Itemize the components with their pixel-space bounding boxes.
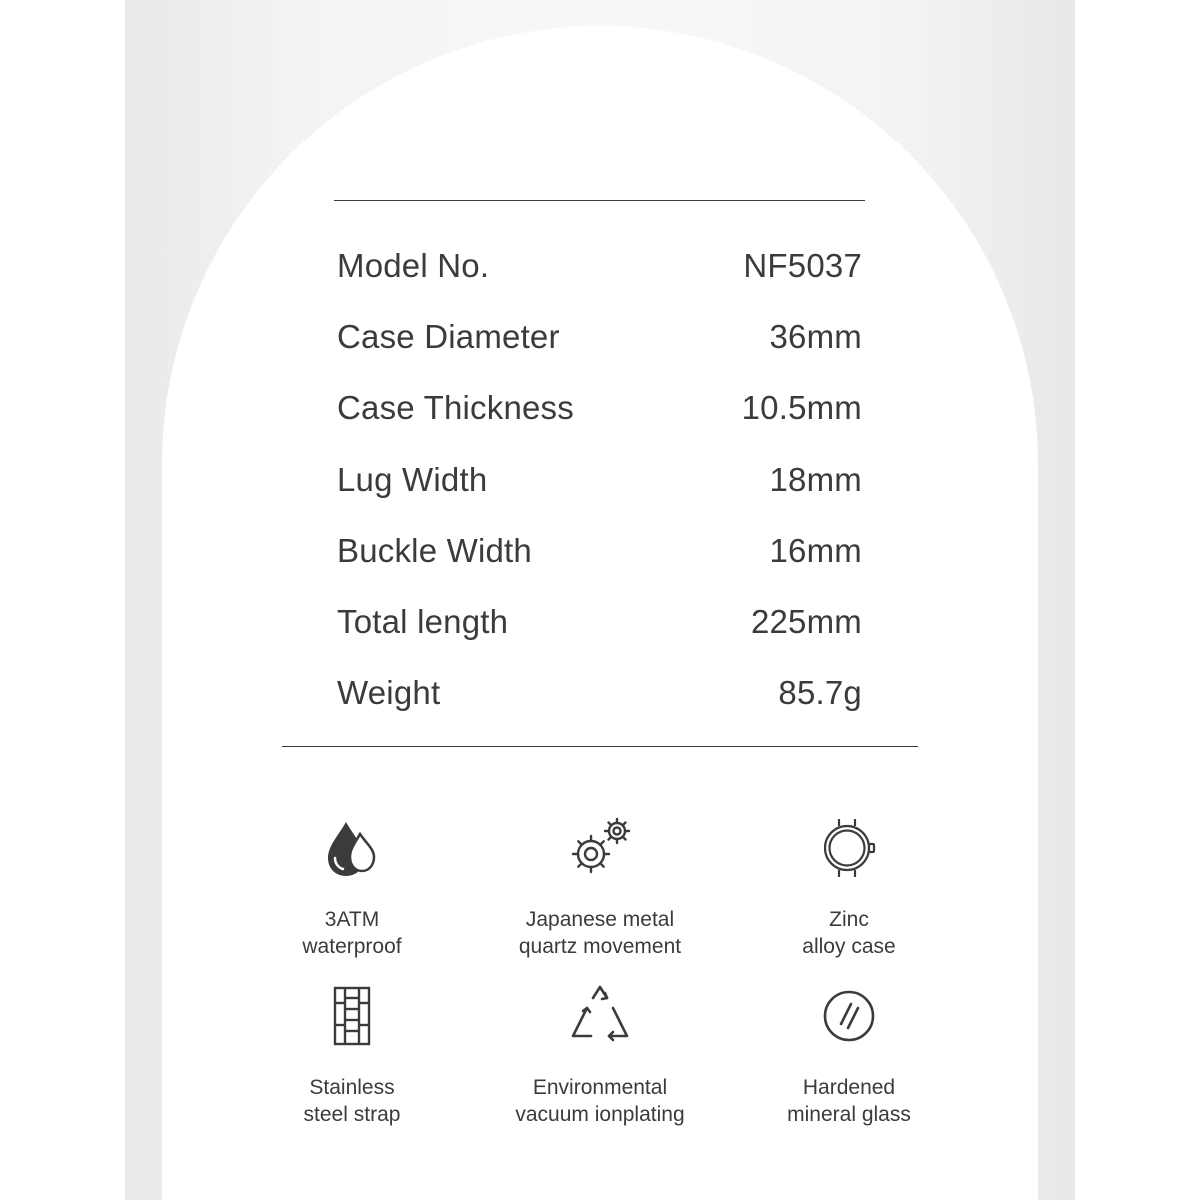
spec-label: Buckle Width (337, 531, 532, 569)
feature-line2: waterproof (302, 935, 402, 958)
spec-row-lug-width (337, 444, 862, 515)
spec-row-total-length (337, 586, 862, 657)
glass-circle-icon (725, 984, 973, 1048)
spec-table (337, 230, 862, 729)
spec-label: Case Diameter (337, 317, 560, 355)
spec-value: 10.5mm (741, 389, 862, 427)
feature-waterproof (228, 816, 476, 960)
feature-line1: Hardened (802, 1076, 896, 1099)
recycle-triangle-icon (476, 984, 724, 1048)
feature-line1: Zinc (829, 908, 869, 931)
spec-value: 225mm (750, 603, 862, 641)
spec-value: 16mm (769, 531, 862, 569)
spec-value: 36mm (769, 317, 862, 355)
spec-row-model (337, 230, 862, 301)
feature-line1: Stainless (309, 1076, 395, 1099)
feature-grid (228, 808, 973, 1138)
spec-label: Total length (337, 603, 509, 641)
bottom-divider (282, 746, 918, 747)
spec-label: Lug Width (337, 460, 488, 498)
feature-line2: mineral glass (787, 1103, 911, 1126)
spec-value: 18mm (769, 460, 862, 498)
feature-line2: alloy case (802, 935, 896, 958)
feature-glass (725, 984, 973, 1128)
watch-case-icon (725, 816, 973, 880)
spec-label: Case Thickness (337, 389, 574, 427)
feature-line2: steel strap (303, 1103, 401, 1126)
spec-label: Weight (337, 674, 441, 712)
feature-line1: 3ATM (324, 908, 380, 931)
feature-line2: quartz movement (518, 935, 682, 958)
feature-ionplating (476, 984, 724, 1128)
feature-case (725, 816, 973, 960)
feature-line1: Environmental (532, 1076, 668, 1099)
feature-movement (476, 816, 724, 960)
spec-value: NF5037 (743, 246, 862, 284)
gears-icon (476, 816, 724, 880)
steel-strap-icon (228, 984, 476, 1048)
spec-row-weight (337, 658, 862, 729)
spec-value: 85.7g (778, 674, 862, 712)
spec-row-case-thickness (337, 373, 862, 444)
spec-row-case-diameter (337, 301, 862, 372)
spec-label: Model No. (337, 246, 490, 284)
water-drops-icon (228, 816, 476, 880)
feature-line2: vacuum ionplating (515, 1103, 685, 1126)
spec-row-buckle-width (337, 515, 862, 586)
top-divider (334, 200, 865, 201)
feature-line1: Japanese metal (525, 908, 675, 931)
feature-strap (228, 984, 476, 1128)
